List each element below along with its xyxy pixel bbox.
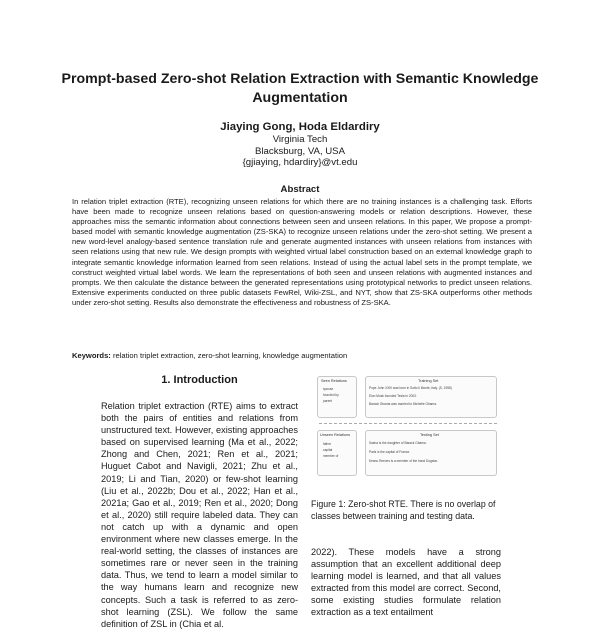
- seen-relations-panel: [317, 376, 357, 418]
- keywords-label: Keywords:: [72, 351, 111, 360]
- introduction-right-column: 2022). These models have a strong assumption that an excellent additional deep learning model is learned, and that all values extracted from this model are correct. Second, some existing studies formulate relation extraction as a text entailment: [311, 547, 501, 618]
- testing-sentence: Keanu Reeves is a member of the band Dogstar.: [369, 459, 438, 463]
- affiliation-location: Blacksburg, VA, USA: [255, 145, 345, 157]
- figure-divider: [319, 423, 497, 424]
- testing-sentence: Sasha is the daughter of Barack Obama.: [369, 441, 427, 445]
- paper-title: Prompt-based Zero-shot Relation Extraction with Semantic Knowledge Augmentation: [61, 71, 539, 106]
- unseen-relations-panel: [317, 430, 357, 476]
- paper-authors: Jiaying Gong, Hoda Eldardiry: [220, 121, 380, 133]
- training-sentence: Elon Musk founded Tesla in 2003.: [369, 394, 417, 398]
- keywords-list: relation triplet extraction, zero-shot learning, knowledge augmentation: [110, 351, 348, 360]
- figure-caption: Figure 1: Zero-shot RTE. There is no overlap of classes between training and testing data.: [311, 499, 496, 521]
- unseen-relation-item: member of: [323, 454, 339, 458]
- training-sentence: Pope John XXIII was born in Sotto il Monte, Italy. (S, 1958): [369, 386, 452, 390]
- unseen-relation-item: capital: [323, 448, 333, 452]
- training-sentence: Barack Obama was married to Michelle Obama.: [369, 402, 437, 406]
- testing-sentence: Paris is the capital of France.: [369, 450, 411, 454]
- seen-relations-label: Seen Relations: [321, 379, 347, 383]
- abstract-text: In relation triplet extraction (RTE), recognizing unseen relations for which there are no training instances is a challenging task. Efforts have been made to recognize unseen relations based on question-answering models or relation descriptions. However, these approaches miss the semantic information about connections between seen and unseen relations. In this paper, We propose a prompt-based model with semantic knowledge augmentation (ZS-SKA) to recognize unseen relations under the zero-shot setting. We present a new word-level analogy-based sentence translation rule and generate augmented instances with unseen relations from instances with seen relations using that new rule. We design prompts with weighted virtual label construction based on an external knowledge graph to integrate semantic knowledge information learned from seen relations. Instead of using the actual label sets in the prompt template, we construct weighted virtual label words. We learn the representations of both seen and unseen relations with augmented instances and prompts. We then calculate the distance between the generated representations using prototypical networks to predict unseen relations. Extensive experiments conducted on three public datasets FewRel, Wiki-ZSL, and NYT, show that ZS-SKA outperforms other methods under zero-shot setting. Results also demonstrate the effectiveness and robustness of ZS-SKA.: [72, 197, 532, 307]
- affiliation-email: {gjiaying, hdardiry}@vt.edu: [242, 157, 358, 168]
- unseen-relations-label: Unseen Relations: [320, 433, 350, 437]
- testing-set-box: [365, 430, 497, 476]
- affiliation-institution: Virginia Tech: [272, 134, 328, 145]
- abstract-heading: Abstract: [280, 184, 320, 195]
- section-heading-introduction: 1. Introduction: [161, 374, 238, 386]
- introduction-left-column: Relation triplet extraction (RTE) aims to extract both the pairs of entities and relations from unstructured text. However, existing approaches based on supervised learning (Ma et al., 2022; Zhong and Chen, 2021; Ren et al., 2021; Huguet Cabot and Navigli, 2021; Zhu et al., 2019; Li and Tian, 2020) or few-shot learning (Liu et al., 2022b; Dou et al., 2022; Han et al., 2021a; Gao et al., 2019; Ren et al., 2020; Dong et al., 2020) still require labeled data. They can not catch up with a dynamic and open environment where new classes emerge. In the real-world setting, the classes of instances are sometimes rare or never seen in the training data. Thus, we tend to learn a model similar to the way humans learn and recognize new concepts. Such a task is referred to as zero-shot learning (ZSL). We follow the same definition of ZSL in (Chia et al.: [101, 401, 298, 629]
- testing-set-title: Testing Set: [420, 433, 439, 437]
- seen-relation-item: spouse: [323, 387, 334, 391]
- training-set-title: Training Set: [418, 379, 439, 383]
- unseen-relation-item: father: [323, 442, 332, 446]
- keywords: [72, 351, 532, 361]
- figure-1: [313, 374, 502, 480]
- seen-relation-item: founded by: [323, 393, 339, 397]
- seen-relation-item: parent: [323, 399, 333, 403]
- training-set-box: [365, 376, 497, 418]
